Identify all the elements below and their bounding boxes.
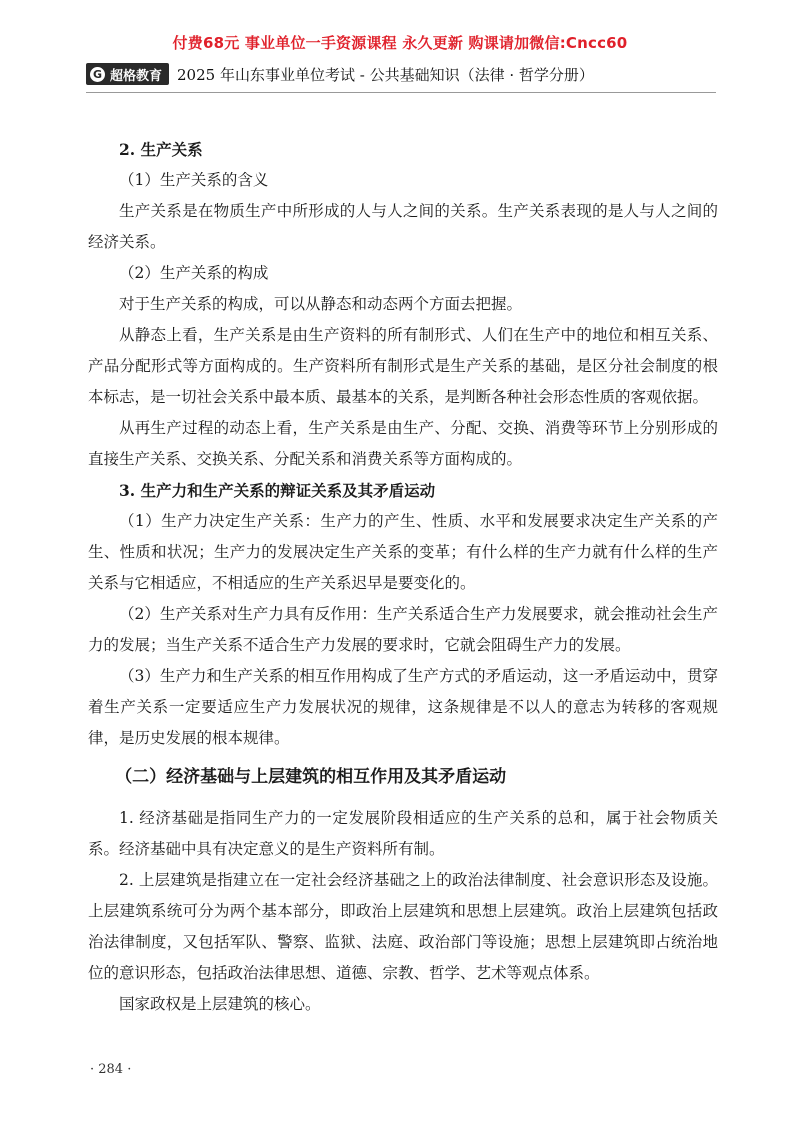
paragraph: 对于生产关系的构成，可以从静态和动态两个方面去把握。 (119, 295, 523, 313)
paragraph: （1）生产力决定生产关系：生产力的产生、性质、水平和发展要求决定生产关系的产生、性质和状况；生产力的发展决定生产关系的变革；有什么样的生产力就有什么样的生产关系与它相适应，不相适应的生产关系迟早是要变化的。 (88, 512, 718, 592)
paragraph: （2）生产关系对生产力具有反作用：生产关系适合生产力发展要求，就会推动社会生产力的发展；当生产关系不适合生产力发展的要求时，它就会阻碍生产力的发展。 (88, 605, 718, 654)
logo-text: 超格教育 (110, 68, 163, 84)
paragraph: 国家政权是上层建筑的核心。 (119, 995, 321, 1013)
paragraph: 生产关系是在物质生产中所形成的人与人之间的关系。生产关系表现的是人与人之间的经济关系。 (88, 202, 718, 251)
paragraph: （2）生产关系的构成 (119, 264, 269, 282)
promo-banner: 付费68元 事业单位一手资源课程 永久更新 购课请加微信:Cncc60 (172, 34, 628, 52)
paragraph: （1）生产关系的含义 (119, 171, 269, 189)
brand-logo (86, 63, 169, 85)
paragraph: 从静态上看，生产关系是由生产资料的所有制形式、人们在生产中的地位和相互关系、产品分配形式等方面构成的。生产资料所有制形式是生产关系的基础，是区分社会制度的根本标志，是一切社会关系中最本质、最基本的关系，是判断各种社会形态性质的客观依据。 (88, 326, 718, 406)
document-body (88, 134, 718, 1020)
logo-g-icon: G (90, 67, 105, 82)
heading-dialectical-relation: 3. 生产力和生产关系的辩证关系及其矛盾运动 (119, 481, 436, 500)
paragraph: （3）生产力和生产关系的相互作用构成了生产方式的矛盾运动，这一矛盾运动中，贯穿着生产关系一定要适应生产力发展状况的规律，这条规律是不以人的意志为转移的客观规律，是历史发展的根本规律。 (88, 667, 718, 747)
page-number: · 284 · (90, 1062, 132, 1077)
page-header (86, 62, 716, 86)
header-title: 2025 年山东事业单位考试 - 公共基础知识（法律 · 哲学分册） (177, 65, 594, 84)
header-divider (86, 92, 716, 93)
paragraph: 2. 上层建筑是指建立在一定社会经济基础之上的政治法律制度、社会意识形态及设施。上层建筑系统可分为两个基本部分，即政治上层建筑和思想上层建筑。政治上层建筑包括政治法律制度，又包括军队、警察、监狱、法庭、政治部门等设施；思想上层建筑即占统治地位的意识形态，包括政治法律思想、道德、宗教、哲学、艺术等观点体系。 (88, 871, 718, 982)
paragraph: 从再生产过程的动态上看，生产关系是由生产、分配、交换、消费等环节上分别形成的直接生产关系、交换关系、分配关系和消费关系等方面构成的。 (88, 419, 718, 468)
heading-production-relations: 2. 生产关系 (119, 140, 203, 159)
paragraph: 1. 经济基础是指同生产力的一定发展阶段相适应的生产关系的总和，属于社会物质关系。经济基础中具有决定意义的是生产资料所有制。 (88, 809, 718, 858)
section-heading-base-superstructure: （二）经济基础与上层建筑的相互作用及其矛盾运动 (115, 767, 507, 787)
